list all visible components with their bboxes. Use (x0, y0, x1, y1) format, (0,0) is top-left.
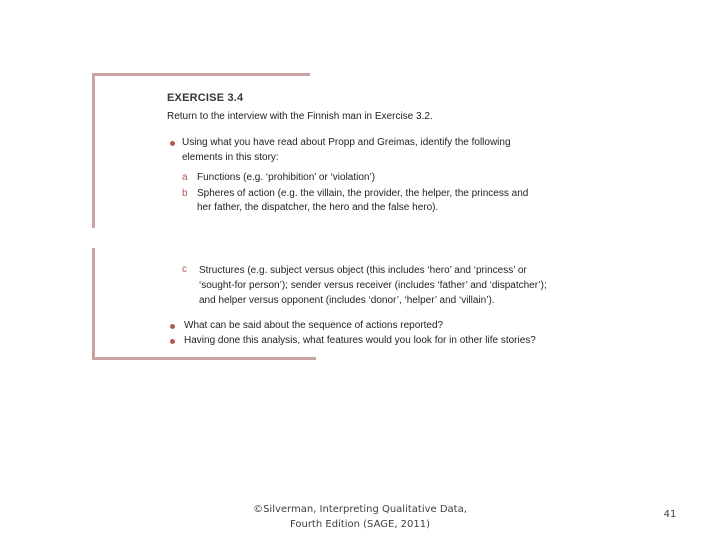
item-c-letter: c (182, 264, 187, 275)
bullet-icon (170, 324, 175, 329)
bullet-1-line-1: Using what you have read about Propp and Greimas, identify the following (182, 137, 511, 148)
item-b-line-1: Spheres of action (e.g. the villain, the provider, the helper, the princess and (197, 188, 529, 199)
item-a-letter: a (182, 172, 188, 183)
exercise-title: EXERCISE 3.4 (167, 92, 244, 104)
footer-credit-line-1: ©Silverman, Interpreting Qualitative Data, (253, 504, 467, 515)
footer-credit (230, 502, 490, 532)
item-c-text (199, 263, 579, 308)
item-c-line-1: Structures (e.g. subject versus object (this includes ‘hero’ and ‘princess’ or (199, 265, 527, 276)
footer-credit-line-2: Fourth Edition (SAGE, 2011) (289, 519, 431, 530)
page-number: 41 (663, 509, 677, 520)
bullet-1-line-2: elements in this story: (182, 152, 279, 163)
bullet-3: Having done this analysis, what features would you look for in other life stories? (184, 335, 536, 346)
item-a-text: Functions (e.g. ‘prohibition’ or ‘violation’) (197, 172, 376, 183)
excerpt-frame-bottom-edge (92, 357, 316, 360)
bullet-1 (182, 135, 582, 165)
item-b-letter: b (182, 188, 188, 199)
excerpt-frame-bottom-left (92, 248, 95, 360)
excerpt-frame-top-edge (92, 73, 310, 76)
item-c-line-2: ‘sought-for person’); sender versus receiver (includes ‘father’ and ‘dispatcher’); (199, 280, 547, 291)
exercise-intro: Return to the interview with the Finnish man in Exercise 3.2. (167, 111, 433, 122)
excerpt-frame-top-left (92, 73, 95, 228)
bullet-2: What can be said about the sequence of actions reported? (184, 320, 444, 331)
item-c-line-3: and helper versus opponent (includes ‘donor’, ‘helper’ and ‘villain’). (199, 295, 495, 306)
item-b-line-2: her father, the dispatcher, the hero and the false hero). (197, 202, 439, 213)
item-b-text (197, 187, 577, 215)
bullet-icon (170, 141, 175, 146)
bullet-icon (170, 339, 175, 344)
